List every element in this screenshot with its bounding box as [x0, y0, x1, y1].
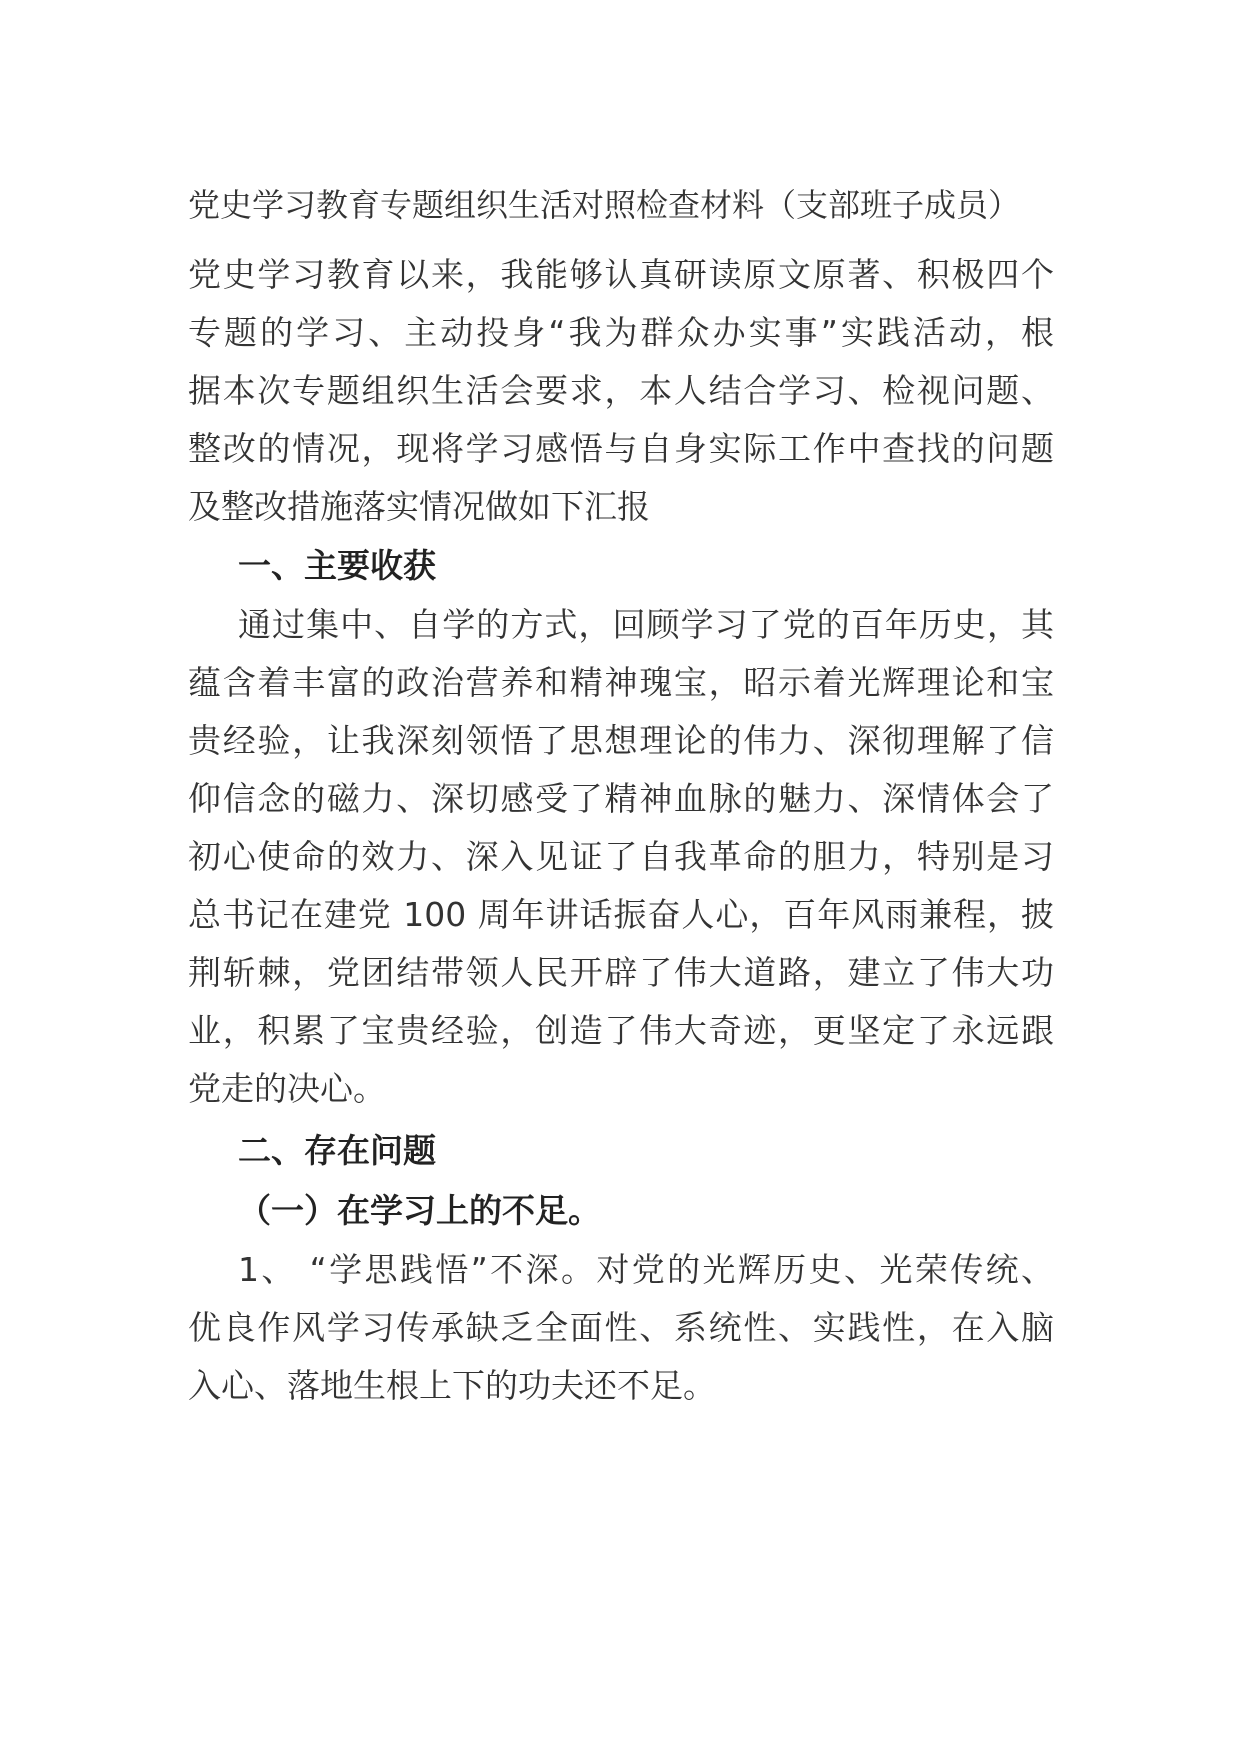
- document-title: 党史学习教育专题组织生活对照检查材料（支部班子成员）: [188, 186, 1021, 224]
- body-line: 贵经验，让我深刻领悟了思想理论的伟力、深彻理解了信: [188, 721, 1054, 760]
- intro-line: 据本次专题组织生活会要求，本人结合学习、检视问题、: [188, 371, 1054, 410]
- body-line: 优良作风学习传承缺乏全面性、系统性、实践性，在入脑: [188, 1308, 1054, 1347]
- body-line: 仰信念的磁力、深切感受了精神血脉的魅力、深情体会了: [188, 779, 1054, 818]
- intro-line: 整改的情况，现将学习感悟与自身实际工作中查找的问题: [188, 429, 1054, 468]
- body-line: 入心、落地生根上下的功夫还不足。: [188, 1366, 716, 1405]
- body-line: 业，积累了宝贵经验，创造了伟大奇迹，更坚定了永远跟: [188, 1011, 1054, 1050]
- body-line: 蕴含着丰富的政治营养和精神瑰宝，昭示着光辉理论和宝: [188, 663, 1054, 702]
- body-line: 1、 “学思践悟”不深。对党的光辉历史、光荣传统、: [238, 1250, 1054, 1289]
- intro-line: 及整改措施落实情况做如下汇报: [188, 487, 650, 526]
- body-line: 总书记在建党 100 周年讲话振奋人心，百年风雨兼程，披: [188, 895, 1054, 934]
- body-line: 荆斩棘，党团结带领人民开辟了伟大道路，建立了伟大功: [188, 953, 1054, 992]
- intro-line: 专题的学习、主动投身“我为群众办实事”实践活动，根: [188, 313, 1054, 352]
- section-heading-gains: 一、主要收获: [238, 546, 436, 585]
- intro-line: 党史学习教育以来，我能够认真研读原文原著、积极四个: [188, 255, 1054, 294]
- subsection-heading-study: （一）在学习上的不足。: [238, 1191, 601, 1230]
- body-line: 党走的决心。: [188, 1069, 386, 1108]
- section-heading-problems: 二、存在问题: [238, 1131, 436, 1170]
- body-line: 通过集中、自学的方式，回顾学习了党的百年历史，其: [238, 605, 1054, 644]
- body-line: 初心使命的效力、深入见证了自我革命的胆力，特别是习: [188, 837, 1054, 876]
